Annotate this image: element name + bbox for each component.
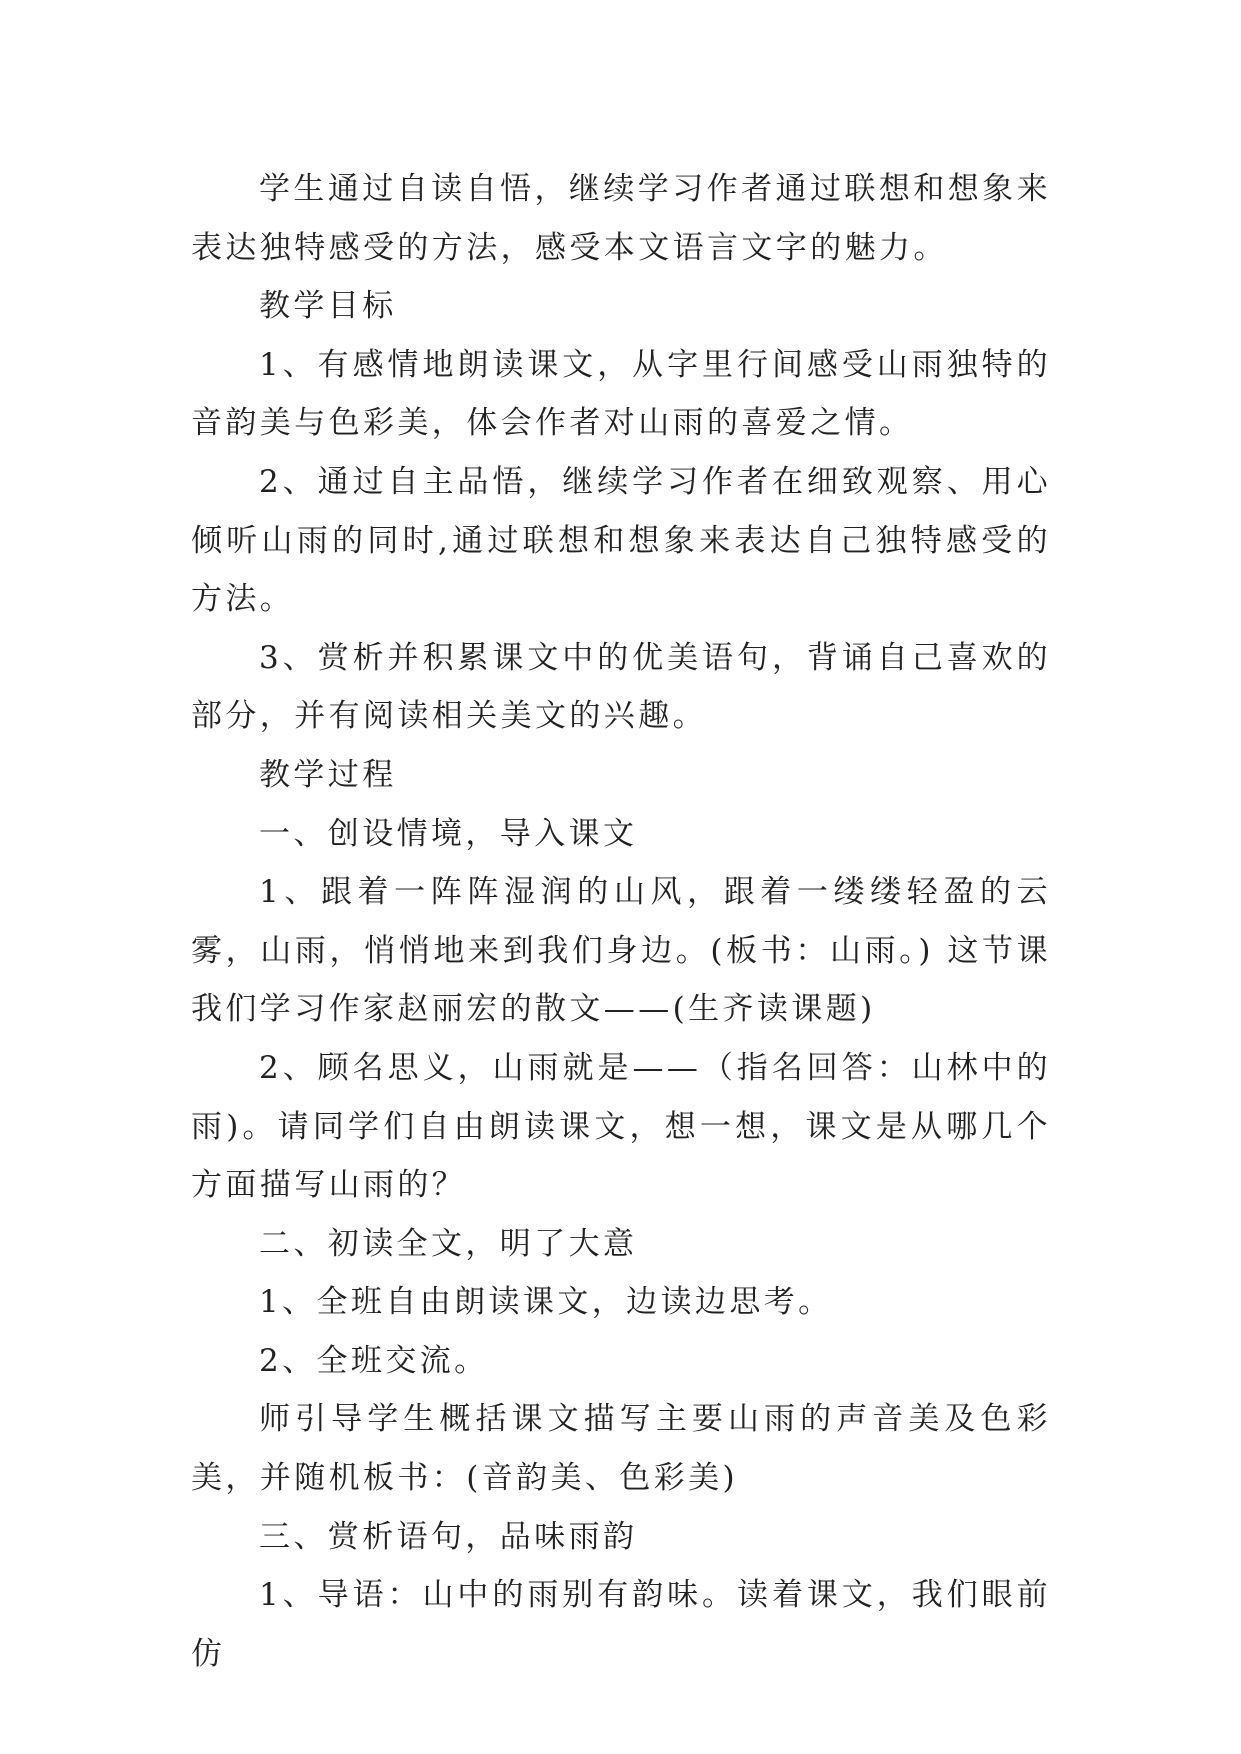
section-2-step-2: 2、全班交流。 bbox=[259, 1342, 489, 1379]
section-2-note: 师引导学生概括课文描写主要山雨的声音美及色彩美，并随机板书：(音韵美、色彩美) bbox=[191, 1401, 1051, 1497]
heading-teaching-goals: 教学目标 bbox=[259, 288, 397, 325]
section-3-step-1: 1、导语：山中的雨别有韵味。读着课文，我们眼前仿 bbox=[191, 1577, 1051, 1672]
section-2-step-1: 1、全班自由朗读课文，边读边思考。 bbox=[259, 1284, 833, 1321]
goal-item-2: 2、通过自主品悟，继续学习作者在细致观察、用心倾听山雨的同时,通过联想和想象来表达自己独特感受的方法。 bbox=[191, 463, 1051, 618]
section-heading-2: 二、初读全文，明了大意 bbox=[259, 1225, 638, 1262]
section-heading-1: 一、创设情境，导入课文 bbox=[259, 815, 638, 852]
heading-teaching-process: 教学过程 bbox=[259, 756, 397, 793]
paragraph-intro: 学生通过自读自悟，继续学习作者通过联想和想象来表达独特感受的方法，感受本文语言文字的魅力。 bbox=[191, 171, 1051, 266]
section-1-step-2: 2、顾名思义，山雨就是——（指名回答：山林中的雨)。请同学们自由朗读课文，想一想，课文是从哪几个方面描写山雨的？ bbox=[191, 1049, 1051, 1204]
section-1-step-1: 1、跟着一阵阵湿润的山风，跟着一缕缕轻盈的云雾，山雨，悄悄地来到我们身边。(板书：山雨。) 这节课我们学习作家赵丽宏的散文——(生齐读课题) bbox=[191, 874, 1051, 1028]
goal-item-3: 3、赏析并积累课文中的优美语句，背诵自己喜欢的部分，并有阅读相关美文的兴趣。 bbox=[191, 639, 1051, 735]
document-body bbox=[191, 160, 1051, 1683]
section-heading-3: 三、赏析语句，品味雨韵 bbox=[259, 1518, 638, 1555]
goal-item-1: 1、有感情地朗读课文，从字里行间感受山雨独特的音韵美与色彩美，体会作者对山雨的喜爱之情。 bbox=[191, 346, 1051, 442]
